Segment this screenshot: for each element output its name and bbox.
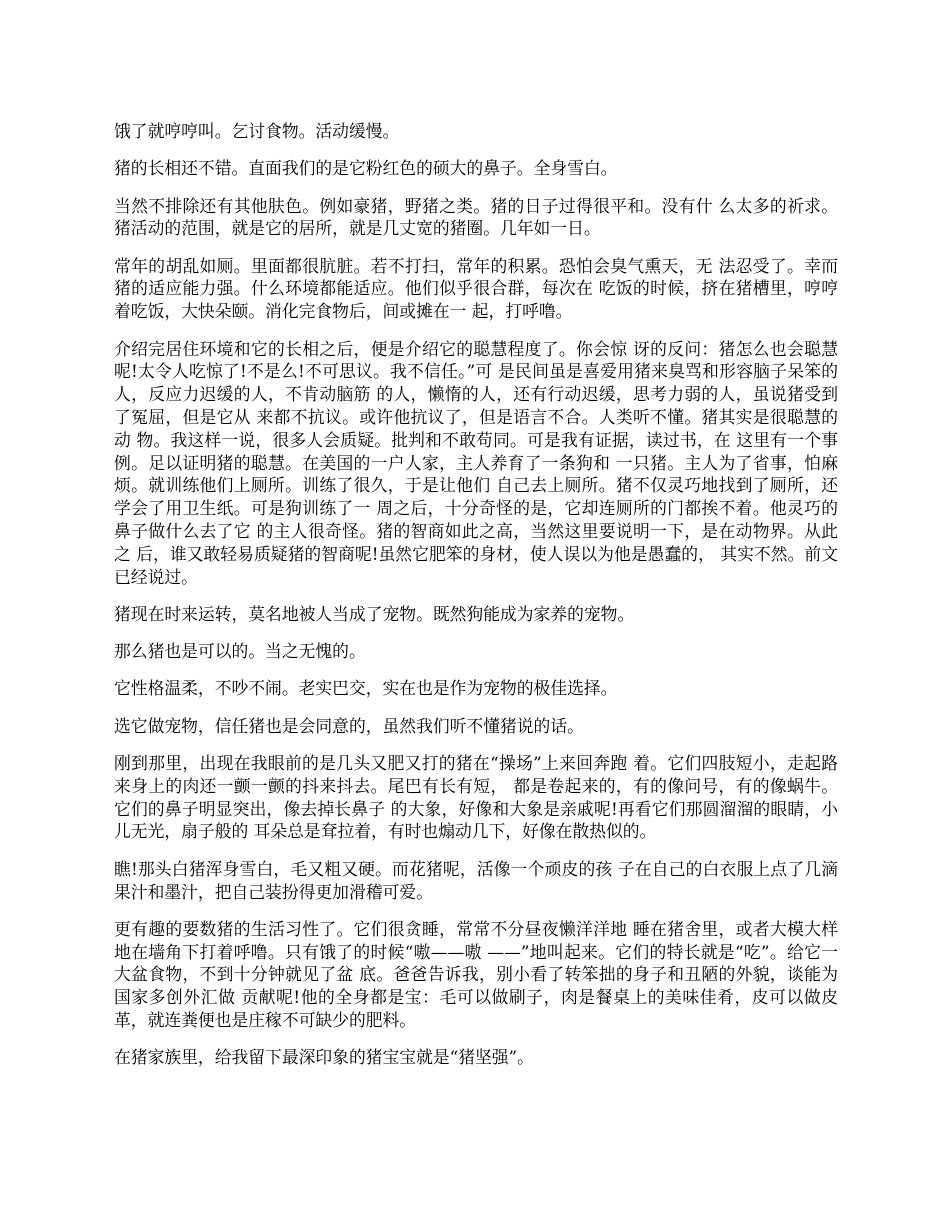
paragraph: 猪现在时来运转，莫名地被人当成了宠物。既然狗能成为家养的宠物。 [114,603,635,624]
paragraph: 更有趣的要数猪的生活习性了。它们很贪睡，常常不分昼夜懒洋洋地 睡在猪舍里，或者大模大样地在墙角下打着呼噜。只有饿了的时候“嗷——嗷 ——”地叫起来。它们的特长就是“吃”。给它一大盆食物，不到十分钟就见了盆 底。爸爸告诉我，别小看了转笨拙的身子和丑陋的外貌，谈能为国家多创外汇做 贡献呢!他的全身都是宝：毛可以做刷子，肉是餐桌上的美味佳肴，皮可以做皮 革，就连粪便也是庄稼不可缺少的肥料。 [114,918,838,1030]
paragraph: 常年的胡乱如厕。里面都很肮脏。若不打扫，常年的积累。恐怕会臭气熏天，无 法忍受了。幸而猪的适应能力强。什么环境都能适应。他们似乎很合群，每次在 吃饭的时候，挤在猪槽里，哼哼着吃饭，大快朵颐。消化完食物后，间或摊在一 起，打呼噜。 [114,255,838,322]
document-body [114,120,838,1084]
paragraph: 选它做宠物，信任猪也是会同意的，虽然我们听不懂猪说的话。 [114,715,584,736]
paragraph: 瞧!那头白猪浑身雪白，毛又粗又硬。而花猪呢，活像一个顽皮的孩 子在自己的白衣服上点了几滴果汁和墨汁，把自己装扮得更加滑稽可爱。 [114,858,838,902]
paragraph: 当然不排除还有其他肤色。例如豪猪，野猪之类。猪的日子过得很平和。没有什 么太多的祈求。猪活动的范围，就是它的居所，就是几丈宽的猪圈。几年如一日。 [114,195,838,239]
paragraph: 刚到那里，出现在我眼前的是几头又肥又打的猪在“操场”上来回奔跑 着。它们四肢短小，走起路来身上的肉还一颤一颤的抖来抖去。尾巴有长有短， 都是卷起来的，有的像问号，有的像蜗牛。它们的鼻子明显突出，像去掉长鼻子 的大象，好像和大象是亲戚呢!再看它们那圆溜溜的眼睛，小儿无光，扇子般的 耳朵总是耷拉着，有时也煽动几下，好像在散热似的。 [114,753,838,842]
paragraph: 介绍完居住环境和它的长相之后，便是介绍它的聪慧程度了。你会惊 讶的反问：猪怎么也会聪慧呢!太令人吃惊了!不是么!不可思议。我不信任。”可 是民间虽是喜爱用猪来臭骂和形容脑子呆笨的人，反应力迟缓的人，不肯动脑筋 的人，懒惰的人，还有行动迟缓，思考力弱的人，虽说猪受到了冤屈，但是它从 来都不抗议。或许他抗议了，但是语言不合。人类听不懂。猪其实是很聪慧的动 物。我这样一说，很多人会质疑。批判和不敢苟同。可是我有证据，读过书，在 这里有一个事例。足以证明猪的聪慧。在美国的一户人家，主人养育了一条狗和 一只猪。主人为了省事，怕麻烦。就训练他们上厕所。训练了很久，于是让他们 自己去上厕所。猪不仅灵巧地找到了厕所，还学会了用卫生纸。可是狗训练了一 周之后，十分奇怪的是，它却连厕所的门都挨不着。他灵巧的鼻子做什么去了它 的主人很奇怪。猪的智商如此之高，当然这里要说明一下，是在动物界。从此之 后，谁又敢轻易质疑猪的智商呢!虽然它肥笨的身材，使人误以为他是愚蠢的， 其实不然。前文已经说过。 [114,338,838,587]
paragraph: 它性格温柔，不吵不闹。老实巴交，实在也是作为宠物的极佳选择。 [114,678,618,699]
paragraph: 猪的长相还不错。直面我们的是它粉红色的硕大的鼻子。全身雪白。 [114,158,618,179]
paragraph: 饿了就哼哼叫。乞讨食物。活动缓慢。 [114,121,400,141]
paragraph: 在猪家族里，给我留下最深印象的猪宝宝就是“猪坚强”。 [114,1047,534,1068]
paragraph: 那么猪也是可以的。当之无愧的。 [114,641,366,662]
